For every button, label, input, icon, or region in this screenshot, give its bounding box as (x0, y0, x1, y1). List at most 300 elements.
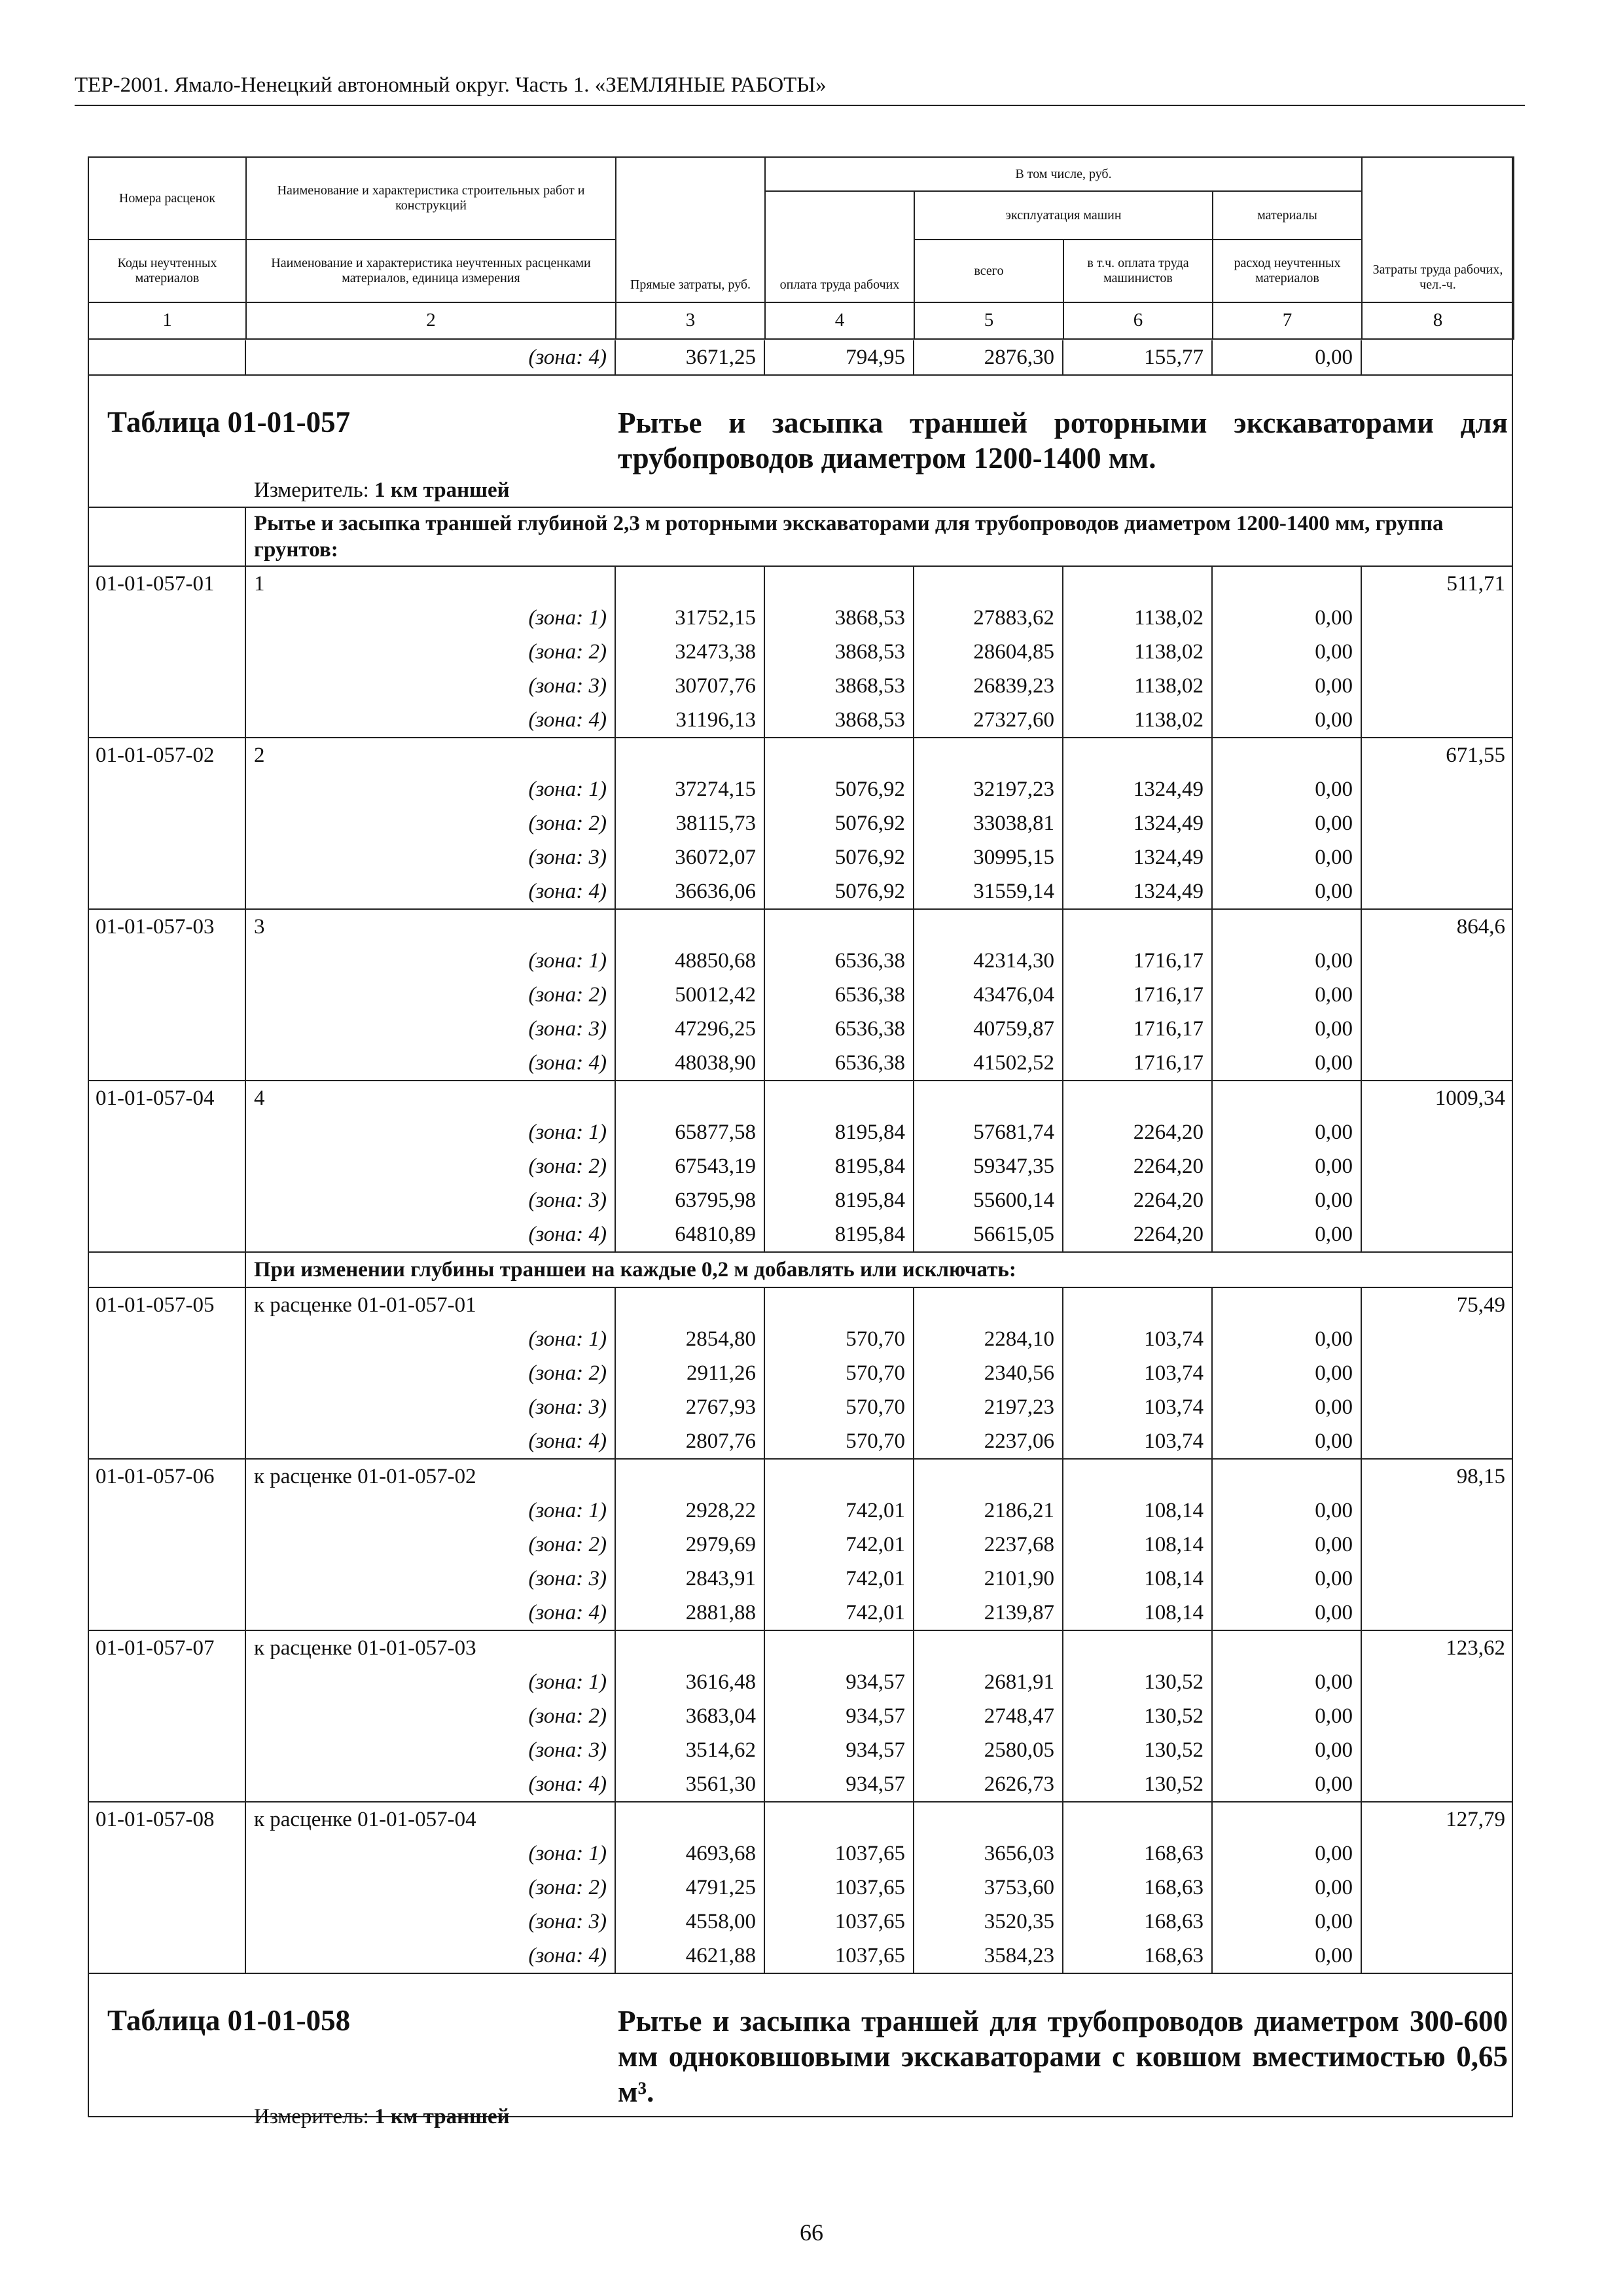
value-cell: 570,70 (764, 1424, 914, 1459)
zone-row (88, 1871, 1513, 1905)
header-col3: Прямые затраты, руб. (616, 157, 765, 302)
value-cell: 0,00 (1212, 1767, 1361, 1802)
value-cell: 4693,68 (615, 1837, 764, 1871)
code-cell (88, 507, 245, 566)
code-cell (88, 978, 245, 1012)
value-cell: 1037,65 (764, 1939, 914, 1973)
value-cell: 67543,19 (615, 1149, 764, 1183)
value-cell: 0,00 (1212, 944, 1361, 978)
value-cell: 2626,73 (914, 1767, 1063, 1802)
value-cell (914, 1630, 1063, 1665)
code-cell (88, 1322, 245, 1356)
value-cell: 0,00 (1212, 1665, 1361, 1699)
value-cell: 48850,68 (615, 944, 764, 978)
value-cell: 28604,85 (914, 635, 1063, 669)
value-cell: 0,00 (1212, 874, 1361, 909)
value-cell (1212, 738, 1361, 772)
value-cell: 1324,49 (1063, 874, 1212, 909)
labor-value: 1009,34 (1361, 1081, 1513, 1115)
value-cell: 1037,65 (764, 1837, 914, 1871)
measure-label: Измеритель: (254, 478, 369, 502)
value-cell: 1324,49 (1063, 772, 1212, 806)
header-machines: эксплуатация машин (914, 191, 1213, 240)
labor-cell (1361, 669, 1513, 703)
code-cell (88, 1596, 245, 1630)
labor-cell (1361, 1322, 1513, 1356)
value-cell: 2876,30 (914, 340, 1063, 375)
code-cell (88, 1699, 245, 1733)
labor-cell (1361, 1115, 1513, 1149)
value-cell: 103,74 (1063, 1424, 1212, 1459)
header-col1-bottom: Коды неучтенных материалов (88, 240, 246, 302)
rate-code: 01-01-057-03 (88, 909, 245, 944)
value-cell: 38115,73 (615, 806, 764, 840)
value-cell (1063, 1630, 1212, 1665)
value-cell: 36072,07 (615, 840, 764, 874)
zone-row (88, 1390, 1513, 1424)
value-cell: 2139,87 (914, 1596, 1063, 1630)
header-col2-bottom: Наименование и характеристика неучтенных расценками материалов, единица измерения (246, 240, 616, 302)
value-cell: 0,00 (1212, 1699, 1361, 1733)
value-cell: 63795,98 (615, 1183, 764, 1217)
value-cell: 0,00 (1212, 1528, 1361, 1562)
value-cell: 168,63 (1063, 1837, 1212, 1871)
rate-name: к расценке 01-01-057-03 (245, 1630, 615, 1665)
value-cell: 1324,49 (1063, 806, 1212, 840)
code-cell (88, 1733, 245, 1767)
value-cell: 4558,00 (615, 1905, 764, 1939)
labor-cell (1361, 703, 1513, 738)
header-materials: материалы (1213, 191, 1362, 240)
zone-row (88, 772, 1513, 806)
value-cell: 0,00 (1212, 635, 1361, 669)
zone-row (88, 1424, 1513, 1459)
labor-cell (1361, 1871, 1513, 1905)
zone-row (88, 1596, 1513, 1630)
value-cell: 130,52 (1063, 1733, 1212, 1767)
rate-row (88, 909, 1513, 944)
col-num: 7 (1213, 302, 1362, 339)
value-cell: 3520,35 (914, 1905, 1063, 1939)
labor-cell (1361, 601, 1513, 635)
labor-cell (1361, 1183, 1513, 1217)
page-number: 66 (800, 2219, 823, 2246)
value-cell: 41502,52 (914, 1046, 1063, 1081)
value-cell (914, 1287, 1063, 1322)
zone-label: (зона: 4) (245, 1046, 615, 1081)
labor-cell (1361, 1494, 1513, 1528)
value-cell: 0,00 (1212, 1183, 1361, 1217)
value-cell: 0,00 (1212, 669, 1361, 703)
value-cell: 0,00 (1212, 703, 1361, 738)
value-cell (764, 1287, 914, 1322)
table-id: Таблица 01-01-058 (107, 2004, 351, 2037)
value-cell (764, 738, 914, 772)
rate-row (88, 1802, 1513, 1837)
value-cell: 3561,30 (615, 1767, 764, 1802)
value-cell: 50012,42 (615, 978, 764, 1012)
col-num: 1 (88, 302, 246, 339)
code-cell (88, 1939, 245, 1973)
header-col8: Затраты труда рабочих, чел.-ч. (1362, 157, 1514, 302)
value-cell: 2264,20 (1063, 1183, 1212, 1217)
code-cell (88, 1837, 245, 1871)
value-cell: 155,77 (1063, 340, 1212, 375)
labor-value: 127,79 (1361, 1802, 1513, 1837)
section-title: При изменении глубины траншеи на каждые 0,2 м добавлять или исключать: (245, 1252, 1513, 1287)
value-cell: 2264,20 (1063, 1149, 1212, 1183)
zone-label: (зона: 2) (245, 806, 615, 840)
value-cell: 0,00 (1212, 1390, 1361, 1424)
value-cell (615, 1287, 764, 1322)
value-cell (914, 909, 1063, 944)
zone-label: (зона: 3) (245, 1390, 615, 1424)
code-cell (88, 1183, 245, 1217)
zone-row (88, 1322, 1513, 1356)
zone-row (88, 1665, 1513, 1699)
zone-label: (зона: 2) (245, 1871, 615, 1905)
table-caption-058 (88, 1973, 1513, 2138)
section-row (88, 1252, 1513, 1287)
zone-row (88, 1217, 1513, 1252)
value-cell: 0,00 (1212, 1149, 1361, 1183)
rate-name: к расценке 01-01-057-02 (245, 1459, 615, 1494)
code-cell (88, 601, 245, 635)
value-cell: 108,14 (1063, 1596, 1212, 1630)
value-cell: 56615,05 (914, 1217, 1063, 1252)
value-cell: 3868,53 (764, 601, 914, 635)
value-cell (615, 909, 764, 944)
labor-cell (1361, 1767, 1513, 1802)
zone-label: (зона: 4) (245, 340, 615, 375)
value-cell: 3868,53 (764, 669, 914, 703)
value-cell: 0,00 (1212, 340, 1361, 375)
value-cell (615, 1802, 764, 1837)
value-cell: 2843,91 (615, 1562, 764, 1596)
value-cell: 31196,13 (615, 703, 764, 738)
value-cell: 0,00 (1212, 840, 1361, 874)
value-cell (764, 1081, 914, 1115)
code-cell (88, 1252, 245, 1287)
code-cell (88, 1665, 245, 1699)
value-cell: 32473,38 (615, 635, 764, 669)
col-num: 4 (765, 302, 914, 339)
value-cell: 30995,15 (914, 840, 1063, 874)
zone-row (88, 703, 1513, 738)
value-cell (764, 1459, 914, 1494)
header-incl: В том числе, руб. (765, 157, 1362, 191)
value-cell: 8195,84 (764, 1115, 914, 1149)
zone-label: (зона: 3) (245, 1905, 615, 1939)
code-cell (88, 874, 245, 909)
value-cell: 1037,65 (764, 1871, 914, 1905)
value-cell: 37274,15 (615, 772, 764, 806)
zone-row (88, 806, 1513, 840)
value-cell (1063, 566, 1212, 601)
zone-row (88, 1837, 1513, 1871)
value-cell: 570,70 (764, 1322, 914, 1356)
zone-row (88, 1939, 1513, 1973)
value-cell: 26839,23 (914, 669, 1063, 703)
value-cell (914, 566, 1063, 601)
rate-row (88, 1287, 1513, 1322)
value-cell: 65877,58 (615, 1115, 764, 1149)
code-cell (88, 340, 245, 375)
labor-cell (1361, 1939, 1513, 1973)
value-cell: 1716,17 (1063, 944, 1212, 978)
code-cell (88, 1905, 245, 1939)
value-cell: 2284,10 (914, 1322, 1063, 1356)
code-cell (88, 1390, 245, 1424)
value-cell: 0,00 (1212, 1733, 1361, 1767)
col-num: 6 (1063, 302, 1213, 339)
value-cell: 742,01 (764, 1562, 914, 1596)
rate-row (88, 738, 1513, 772)
rate-name: к расценке 01-01-057-04 (245, 1802, 615, 1837)
header-col1-top: Номера расценок (88, 157, 246, 240)
value-cell: 32197,23 (914, 772, 1063, 806)
code-cell (88, 1562, 245, 1596)
header-col5: всего (914, 240, 1063, 302)
table-caption-058-cell (88, 1973, 1513, 2138)
value-cell: 0,00 (1212, 1322, 1361, 1356)
labor-cell (1361, 840, 1513, 874)
zone-label: (зона: 2) (245, 1528, 615, 1562)
zone-row (88, 1905, 1513, 1939)
value-cell: 2237,68 (914, 1528, 1063, 1562)
value-cell (914, 1081, 1063, 1115)
value-cell: 934,57 (764, 1699, 914, 1733)
value-cell: 0,00 (1212, 806, 1361, 840)
zone-label: (зона: 1) (245, 772, 615, 806)
labor-cell (1361, 1665, 1513, 1699)
value-cell: 6536,38 (764, 944, 914, 978)
value-cell: 108,14 (1063, 1494, 1212, 1528)
labor-cell (1361, 635, 1513, 669)
value-cell: 8195,84 (764, 1183, 914, 1217)
value-cell: 1716,17 (1063, 1046, 1212, 1081)
value-cell: 103,74 (1063, 1390, 1212, 1424)
value-cell: 742,01 (764, 1596, 914, 1630)
value-cell: 36636,06 (615, 874, 764, 909)
value-cell: 3584,23 (914, 1939, 1063, 1973)
zone-row (88, 1149, 1513, 1183)
value-cell (1212, 1630, 1361, 1665)
value-cell: 40759,87 (914, 1012, 1063, 1046)
value-cell: 0,00 (1212, 1356, 1361, 1390)
zone-row (88, 669, 1513, 703)
value-cell: 8195,84 (764, 1217, 914, 1252)
labor-cell (1361, 1905, 1513, 1939)
rate-name: к расценке 01-01-057-01 (245, 1287, 615, 1322)
value-cell: 0,00 (1212, 1905, 1361, 1939)
value-cell: 2748,47 (914, 1699, 1063, 1733)
value-cell: 103,74 (1063, 1356, 1212, 1390)
value-cell: 2340,56 (914, 1356, 1063, 1390)
labor-cell (1361, 1528, 1513, 1562)
value-cell: 3616,48 (615, 1665, 764, 1699)
rate-code: 01-01-057-01 (88, 566, 245, 601)
value-cell: 4621,88 (615, 1939, 764, 1973)
value-cell: 794,95 (764, 340, 914, 375)
value-cell: 2881,88 (615, 1596, 764, 1630)
value-cell: 0,00 (1212, 1596, 1361, 1630)
value-cell: 1138,02 (1063, 601, 1212, 635)
labor-cell (1361, 1046, 1513, 1081)
rate-code: 01-01-057-06 (88, 1459, 245, 1494)
labor-cell (1361, 1699, 1513, 1733)
value-cell: 168,63 (1063, 1871, 1212, 1905)
section-title: Рытье и засыпка траншей глубиной 2,3 м роторными экскаваторами для трубопроводов диаметром 1200-1400 мм, группа грунтов: (245, 507, 1513, 566)
value-cell (1212, 909, 1361, 944)
value-cell: 0,00 (1212, 1939, 1361, 1973)
zone-row (88, 635, 1513, 669)
value-cell (1063, 1459, 1212, 1494)
value-cell: 48038,90 (615, 1046, 764, 1081)
zone-label: (зона: 1) (245, 1115, 615, 1149)
value-cell (914, 1459, 1063, 1494)
value-cell: 934,57 (764, 1733, 914, 1767)
value-cell (1063, 1802, 1212, 1837)
value-cell: 570,70 (764, 1390, 914, 1424)
value-cell: 3671,25 (615, 340, 764, 375)
labor-cell (1361, 340, 1513, 375)
table-caption-057-block (88, 376, 1513, 507)
measure-label: Измеритель: (254, 2105, 369, 2128)
labor-cell (1361, 1012, 1513, 1046)
value-cell: 1138,02 (1063, 669, 1212, 703)
code-cell (88, 1217, 245, 1252)
value-cell: 55600,14 (914, 1183, 1063, 1217)
value-cell: 0,00 (1212, 1115, 1361, 1149)
zone-row (88, 1733, 1513, 1767)
zone-row (88, 601, 1513, 635)
value-cell: 130,52 (1063, 1767, 1212, 1802)
value-cell: 5076,92 (764, 874, 914, 909)
measure-value: 1 км траншей (374, 478, 510, 502)
table-id: Таблица 01-01-057 (107, 406, 351, 439)
value-cell: 4791,25 (615, 1871, 764, 1905)
value-cell: 0,00 (1212, 772, 1361, 806)
value-cell: 30707,76 (615, 669, 764, 703)
header-col4: оплата труда рабочих (765, 191, 914, 302)
zone-label: (зона: 4) (245, 874, 615, 909)
rate-name: 3 (245, 909, 615, 944)
value-cell: 108,14 (1063, 1562, 1212, 1596)
value-cell: 5076,92 (764, 772, 914, 806)
value-cell (914, 738, 1063, 772)
code-cell (88, 1356, 245, 1390)
value-cell: 0,00 (1212, 1424, 1361, 1459)
value-cell: 42314,30 (914, 944, 1063, 978)
value-cell: 31752,15 (615, 601, 764, 635)
header-rule (75, 105, 1525, 106)
labor-cell (1361, 944, 1513, 978)
labor-cell (1361, 1356, 1513, 1390)
labor-cell (1361, 1733, 1513, 1767)
value-cell: 2186,21 (914, 1494, 1063, 1528)
zone-label: (зона: 1) (245, 944, 615, 978)
zone-label: (зона: 2) (245, 635, 615, 669)
value-cell: 6536,38 (764, 1012, 914, 1046)
value-cell (764, 1802, 914, 1837)
value-cell: 2681,91 (914, 1665, 1063, 1699)
value-cell: 59347,35 (914, 1149, 1063, 1183)
code-cell (88, 1012, 245, 1046)
zone-row (88, 1046, 1513, 1081)
value-cell (764, 1630, 914, 1665)
col-num: 2 (246, 302, 616, 339)
rate-code: 01-01-057-02 (88, 738, 245, 772)
labor-value: 98,15 (1361, 1459, 1513, 1494)
zone-label: (зона: 1) (245, 1837, 615, 1871)
zone-label: (зона: 4) (245, 1767, 615, 1802)
zone-label: (зона: 4) (245, 1596, 615, 1630)
value-cell: 2580,05 (914, 1733, 1063, 1767)
value-cell: 1138,02 (1063, 703, 1212, 738)
value-cell (1212, 566, 1361, 601)
labor-value: 123,62 (1361, 1630, 1513, 1665)
value-cell: 0,00 (1212, 978, 1361, 1012)
value-cell: 27883,62 (914, 601, 1063, 635)
zone-label: (зона: 2) (245, 1149, 615, 1183)
rate-row (88, 1081, 1513, 1115)
value-cell: 2767,93 (615, 1390, 764, 1424)
zone-label: (зона: 2) (245, 978, 615, 1012)
table-title: Рытье и засыпка траншей роторными экскаваторами для трубопроводов диаметром 1200-1400 мм. (618, 406, 1508, 475)
value-cell: 0,00 (1212, 1217, 1361, 1252)
value-cell (914, 1802, 1063, 1837)
value-cell (1063, 1287, 1212, 1322)
zone-label: (зона: 4) (245, 1939, 615, 1973)
value-cell: 6536,38 (764, 978, 914, 1012)
value-cell: 43476,04 (914, 978, 1063, 1012)
value-cell: 8195,84 (764, 1149, 914, 1183)
zone-label: (зона: 3) (245, 1733, 615, 1767)
code-cell (88, 806, 245, 840)
value-cell (1063, 909, 1212, 944)
value-cell (615, 1081, 764, 1115)
value-cell (615, 1630, 764, 1665)
value-cell: 2197,23 (914, 1390, 1063, 1424)
code-cell (88, 1424, 245, 1459)
value-cell (1063, 1081, 1212, 1115)
code-cell (88, 1767, 245, 1802)
value-cell: 3868,53 (764, 635, 914, 669)
zone-label: (зона: 1) (245, 1322, 615, 1356)
value-cell: 103,74 (1063, 1322, 1212, 1356)
rate-name: 4 (245, 1081, 615, 1115)
table-caption-057-cell (88, 375, 1513, 507)
value-cell (615, 1459, 764, 1494)
code-cell (88, 703, 245, 738)
value-cell: 3514,62 (615, 1733, 764, 1767)
value-cell: 1716,17 (1063, 1012, 1212, 1046)
zone-label: (зона: 3) (245, 1012, 615, 1046)
value-cell: 2101,90 (914, 1562, 1063, 1596)
value-cell: 0,00 (1212, 1871, 1361, 1905)
value-cell: 0,00 (1212, 601, 1361, 635)
code-cell (88, 1871, 245, 1905)
zone-row (88, 1699, 1513, 1733)
labor-cell (1361, 1596, 1513, 1630)
value-cell: 1324,49 (1063, 840, 1212, 874)
code-cell (88, 840, 245, 874)
code-cell (88, 635, 245, 669)
value-cell: 934,57 (764, 1665, 914, 1699)
value-cell: 0,00 (1212, 1562, 1361, 1596)
value-cell: 130,52 (1063, 1699, 1212, 1733)
